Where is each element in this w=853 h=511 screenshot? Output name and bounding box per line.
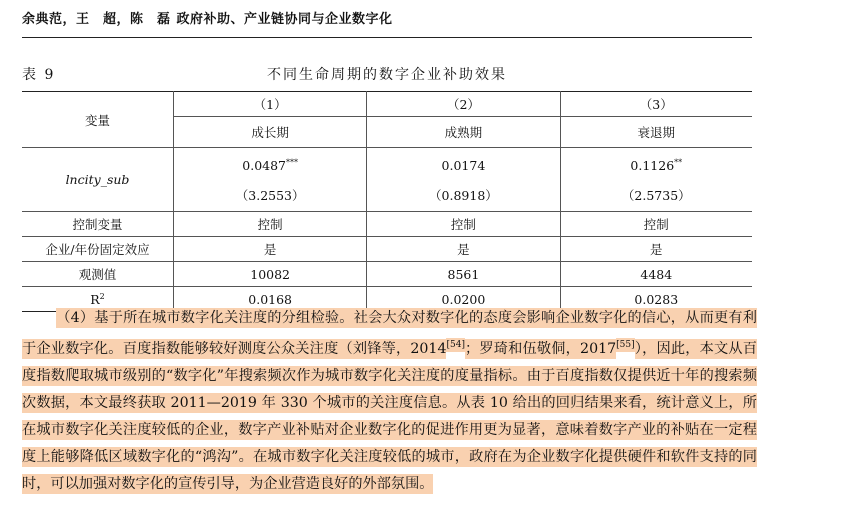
coef-3: 0.1126 [630, 158, 675, 173]
fe-3: 是 [560, 237, 752, 262]
r2-label: R [90, 291, 100, 307]
col-1-name: 成长期 [174, 117, 367, 148]
row-label-fe: 企业/年份固定效应 [22, 237, 174, 262]
table-label: 表 9 [22, 67, 56, 83]
r2-2: 0.0200 [367, 287, 560, 312]
row-label-lncity-sub: lncity_sub [22, 148, 174, 212]
table-header-row-1 [22, 92, 752, 117]
table-title: 不同生命周期的数字企业补助效果 [267, 67, 507, 83]
tstat-1: （3.2553） [235, 188, 305, 203]
r2-1: 0.0168 [174, 287, 367, 312]
table-row-controls [22, 212, 752, 237]
col-2-num: （2） [367, 92, 560, 117]
coef-2: 0.0174 [441, 158, 486, 173]
r2-label-sup: 2 [99, 291, 105, 301]
controls-1: 控制 [174, 212, 367, 237]
fe-1: 是 [174, 237, 367, 262]
obs-3: 4484 [560, 262, 752, 287]
col-2-name: 成熟期 [367, 117, 560, 148]
row-label-obs: 观测值 [22, 262, 174, 287]
tstat-2: （0.8918） [429, 188, 498, 203]
header-authors: 余典范，王 超，陈 磊 [22, 12, 171, 27]
obs-2: 8561 [367, 262, 560, 287]
results-table [22, 91, 752, 312]
cell-lncity-1 [174, 148, 367, 212]
paragraph-text-2: ；罗琦和伍敬侗，2017 [464, 341, 617, 357]
table-row-lncity-sub [22, 148, 752, 212]
paragraph-text-3: ），因此，本文从百度指数爬取城市级别的“数字化”年搜索频次作为城市数字化关注度的度量指标。由于百度指数仅提供近十年的搜索频次数据，本文最终获取 2011—2019 年 330 个城市的关注度信息。从表 10 给出的回归结果来看，统计意义上，所在城市数字化关注度较低的企业，数字产业补贴对企业数字化的促进作用更为显著，意味着数字产业的补贴在一定程度上能够降低区域数字化的“鸿沟”。在城市数字化关注度较低的城市，政府在为企业数字化提供硬件和软件支持的同时，可以加强对数字化的宣传引导，为企业营造良好的外部氛围。 [22, 341, 757, 492]
paragraph-text-1: （4）基于所在城市数字化关注度的分组检验。社会大众对数字化的态度会影响企业数字化的信心，从而更有利于企业数字化。百度指数能够较好测度公众关注度（刘锋等，2014 [22, 310, 757, 357]
body-paragraph [22, 305, 757, 498]
obs-1: 10082 [174, 262, 367, 287]
controls-3: 控制 [560, 212, 752, 237]
fe-2: 是 [367, 237, 560, 262]
col-3-name: 衰退期 [560, 117, 752, 148]
stars-3: ** [674, 158, 683, 167]
r2-3: 0.0283 [560, 287, 752, 312]
header-rule [22, 37, 752, 38]
row-label-controls: 控制变量 [22, 212, 174, 237]
header-title: 政府补助、产业链协同与企业数字化 [176, 12, 393, 27]
stars-1: *** [286, 158, 299, 167]
cell-lncity-2 [367, 148, 560, 212]
variable-header: 变量 [22, 92, 174, 148]
controls-2: 控制 [367, 212, 560, 237]
tstat-3: （2.5735） [621, 188, 691, 203]
col-1-num: （1） [174, 92, 367, 117]
coef-1: 0.0487 [242, 158, 287, 173]
citation-54: [54] [446, 340, 465, 350]
table-row-fe [22, 237, 752, 262]
col-3-num: （3） [560, 92, 752, 117]
running-header [22, 8, 822, 27]
table-row-obs [22, 262, 752, 287]
citation-55: [55] [616, 340, 635, 350]
cell-lncity-3 [560, 148, 752, 212]
